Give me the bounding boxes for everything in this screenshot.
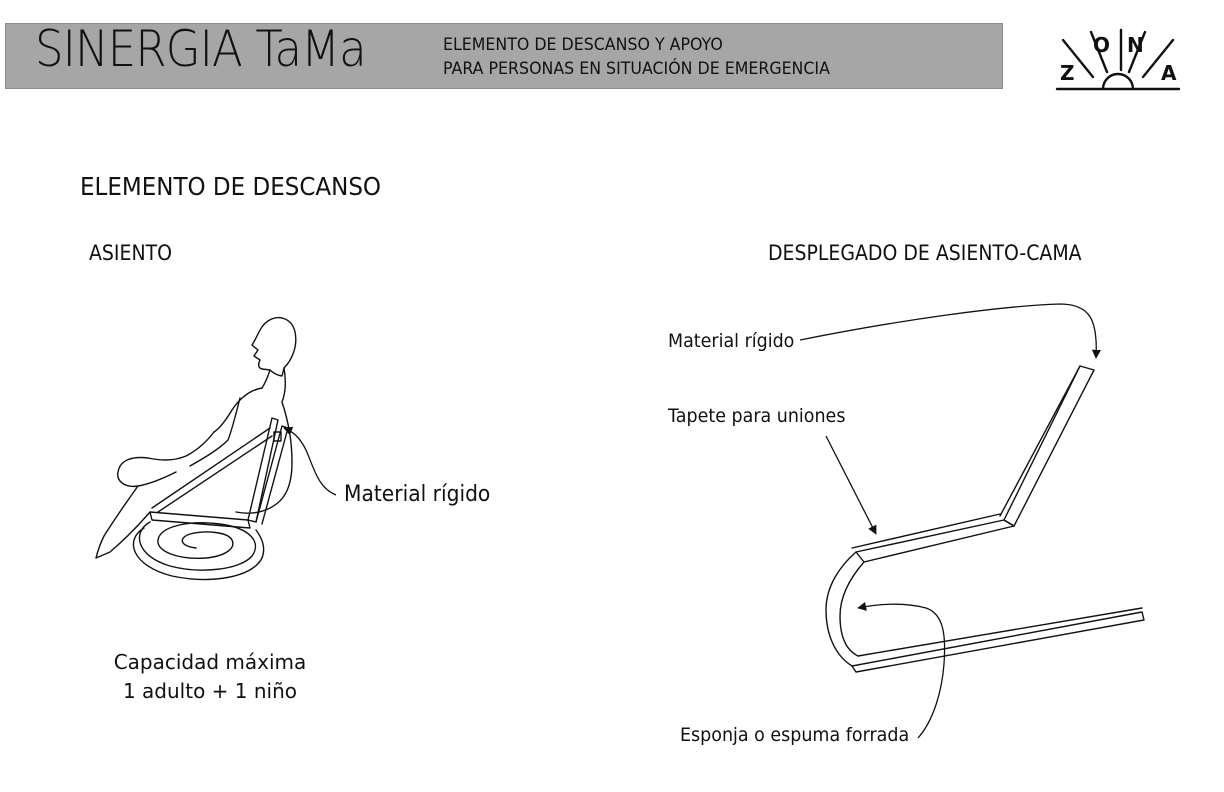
asiento-title: ASIENTO [89, 241, 173, 265]
right-material-label: Material rígido [668, 330, 795, 352]
logo-letter-n: N [1127, 33, 1144, 57]
capacity-line-2: 1 adulto + 1 niño [122, 679, 298, 703]
capacity-note [90, 648, 330, 706]
left-material-label: Material rígido [344, 482, 491, 507]
seat-bed-illustration [826, 366, 1144, 672]
tapete-label: Tapete para uniones [668, 405, 846, 427]
esponja-label: Esponja o espuma forrada [680, 724, 910, 746]
tapete-arrow [826, 436, 876, 534]
desplegado-title: DESPLEGADO DE ASIENTO-CAMA [768, 241, 1082, 265]
seated-person-illustration [96, 318, 296, 580]
subtitle-line-1: ELEMENTO DE DESCANSO Y APOYO [443, 35, 723, 55]
logo-letter-o: O [1093, 33, 1111, 57]
esponja-arrow [858, 604, 945, 738]
logo-letter-a: A [1161, 61, 1177, 85]
right-material-arrow [800, 304, 1096, 358]
subtitle-line-2: PARA PERSONAS EN SITUACIÓN DE EMERGENCIA [443, 59, 830, 79]
capacity-line-1: Capacidad máxima [113, 650, 307, 674]
brand-title: SINERGIA TaMa [35, 20, 366, 78]
logo-letter-z: Z [1060, 61, 1075, 85]
section-title: ELEMENTO DE DESCANSO [80, 172, 382, 201]
